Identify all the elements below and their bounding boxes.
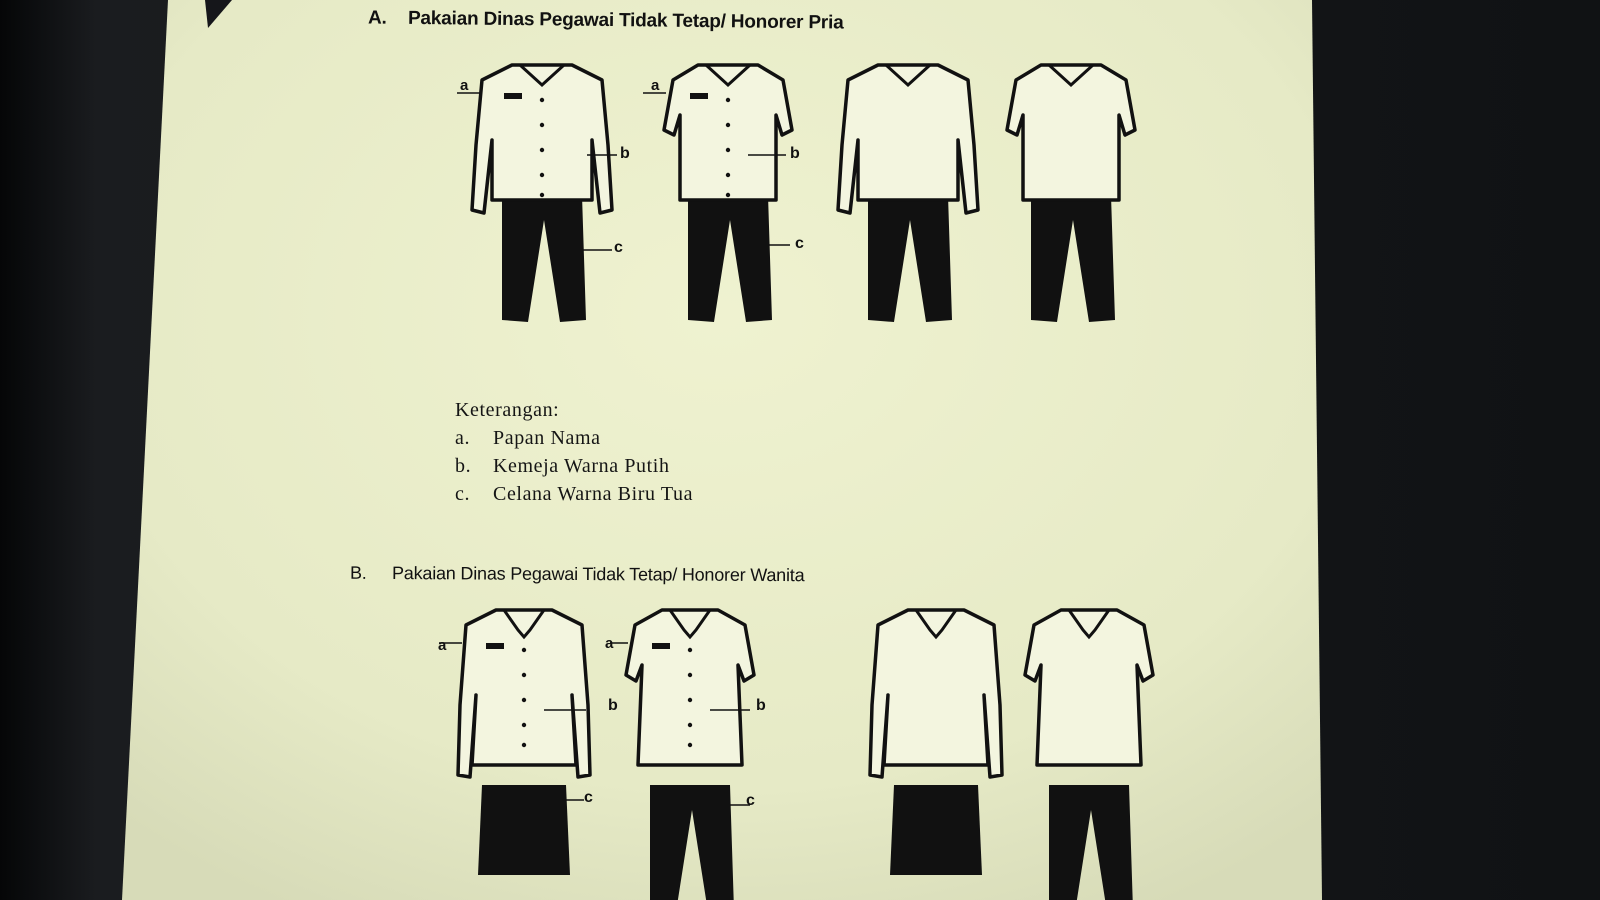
callout-b-male-1: b bbox=[620, 145, 630, 162]
section-b-text: Pakaian Dinas Pegawai Tidak Tetap/ Honorer Wanita bbox=[391, 563, 805, 586]
legend-text: Kemeja Warna Putih bbox=[493, 455, 670, 477]
callout-c-female-2: c bbox=[746, 792, 755, 809]
section-b-title bbox=[350, 563, 805, 586]
callout-c-male-2: c bbox=[795, 235, 804, 252]
legend-item bbox=[455, 452, 693, 480]
callout-b-male-2: b bbox=[790, 145, 800, 162]
legend-heading: Keterangan: bbox=[455, 399, 560, 421]
legend-key: c. bbox=[455, 483, 471, 505]
legend bbox=[455, 396, 693, 508]
callout-c-female-1: c bbox=[584, 789, 593, 806]
callout-a-female-2: a bbox=[605, 635, 614, 652]
callout-a-male-1: a bbox=[460, 77, 469, 94]
section-b-letter: B. bbox=[349, 562, 367, 583]
legend-key: b. bbox=[455, 455, 472, 477]
section-a-letter: A. bbox=[367, 7, 387, 29]
callout-c-male-1: c bbox=[614, 239, 623, 256]
section-a-text: Pakaian Dinas Pegawai Tidak Tetap/ Honorer Pria bbox=[407, 7, 844, 34]
callout-b-female-1: b bbox=[608, 697, 618, 714]
legend-text: Celana Warna Biru Tua bbox=[493, 483, 694, 505]
legend-item bbox=[455, 480, 693, 508]
legend-item bbox=[455, 424, 693, 452]
callout-b-female-2: b bbox=[756, 697, 766, 714]
legend-text: Papan Nama bbox=[493, 427, 601, 449]
callout-a-male-2: a bbox=[651, 77, 660, 94]
legend-key: a. bbox=[455, 427, 471, 449]
callout-a-female-1: a bbox=[438, 637, 447, 654]
